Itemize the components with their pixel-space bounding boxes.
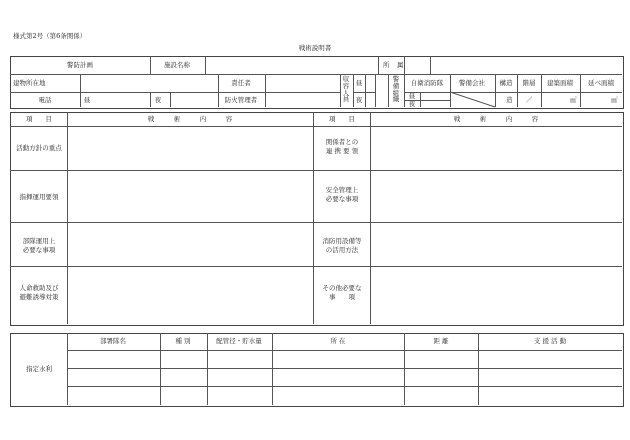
- person-in-charge-label: 責任者: [231, 79, 251, 87]
- structure-label: 構造: [499, 79, 513, 87]
- row-other-matters: その他必要な 事 項: [322, 284, 362, 302]
- accommodation-day: 昼: [355, 79, 363, 87]
- designated-water-label: 指定水利: [26, 365, 52, 373]
- document-title: 戦術説明書: [298, 44, 332, 52]
- row-unit-operation: 部隊運用上 必要な事項: [22, 237, 56, 255]
- accommodation-night: 夜: [355, 96, 363, 104]
- security-org-label: 警備組織: [392, 75, 400, 104]
- col-tactic-content-right: 戦 術 内 容: [453, 115, 539, 123]
- col-type: 種 別: [175, 337, 191, 345]
- affiliation-label-1: 所: [383, 61, 390, 69]
- accommodation-label: 収容人員: [342, 75, 350, 104]
- row-rescue-evacuation: 人命救助及び 避難誘導対策: [19, 284, 59, 302]
- security-day: 昼: [408, 92, 416, 100]
- col-distance: 距 離: [433, 337, 449, 345]
- col-support-activity: 支 援 活 動: [533, 337, 567, 345]
- row-safety-management: 安全管理上 必要な事項: [325, 186, 359, 204]
- row-fire-equipment-use: 消防用設備等 の活用方法: [322, 237, 362, 255]
- security-night: 夜: [408, 100, 416, 108]
- col-item-left: 項 目: [26, 115, 52, 123]
- form-id: 様式第2号（第6条関係）: [13, 32, 87, 40]
- affiliation-label-2: 属: [397, 61, 404, 69]
- floors-separator: ／: [525, 96, 533, 104]
- col-tactic-content-left: 戦 術 内 容: [147, 115, 233, 123]
- col-location: 所 在: [330, 337, 346, 345]
- security-company-label: 警備会社: [459, 79, 485, 87]
- diagonal-strike: [450, 92, 495, 107]
- self-fire-team-label: 自衛消防隊: [410, 79, 444, 87]
- plan-label: 警防計画: [67, 61, 93, 69]
- floors-label: 階層: [522, 79, 536, 87]
- building-area-label: 建築面積: [547, 79, 573, 87]
- row-activity-focus: 活動方針の重点: [16, 144, 62, 152]
- total-floor-area-unit: ㎡: [611, 96, 618, 104]
- building-area-unit: ㎡: [570, 96, 577, 104]
- col-unit-name: 部署隊名: [100, 337, 126, 345]
- fire-manager-label: 防火管理者: [224, 96, 258, 104]
- address-label: 建物所在地: [13, 79, 46, 87]
- phone-night: 夜: [154, 96, 162, 104]
- tactics-table: [10, 112, 624, 326]
- phone-day: 昼: [83, 96, 91, 104]
- total-floor-area-label: 延べ面積: [588, 79, 614, 87]
- structure-suffix: 造: [506, 96, 513, 104]
- col-item-right: 項 目: [329, 115, 355, 123]
- row-stakeholder-coordination: 関係者との 連 携 要 領: [325, 138, 359, 156]
- phone-label: 電話: [38, 96, 52, 104]
- row-command-operation: 指揮運用要領: [19, 193, 59, 201]
- facility-name-label: 施設名称: [164, 61, 190, 69]
- col-diameter-capacity: 配管径・貯水量: [216, 337, 262, 345]
